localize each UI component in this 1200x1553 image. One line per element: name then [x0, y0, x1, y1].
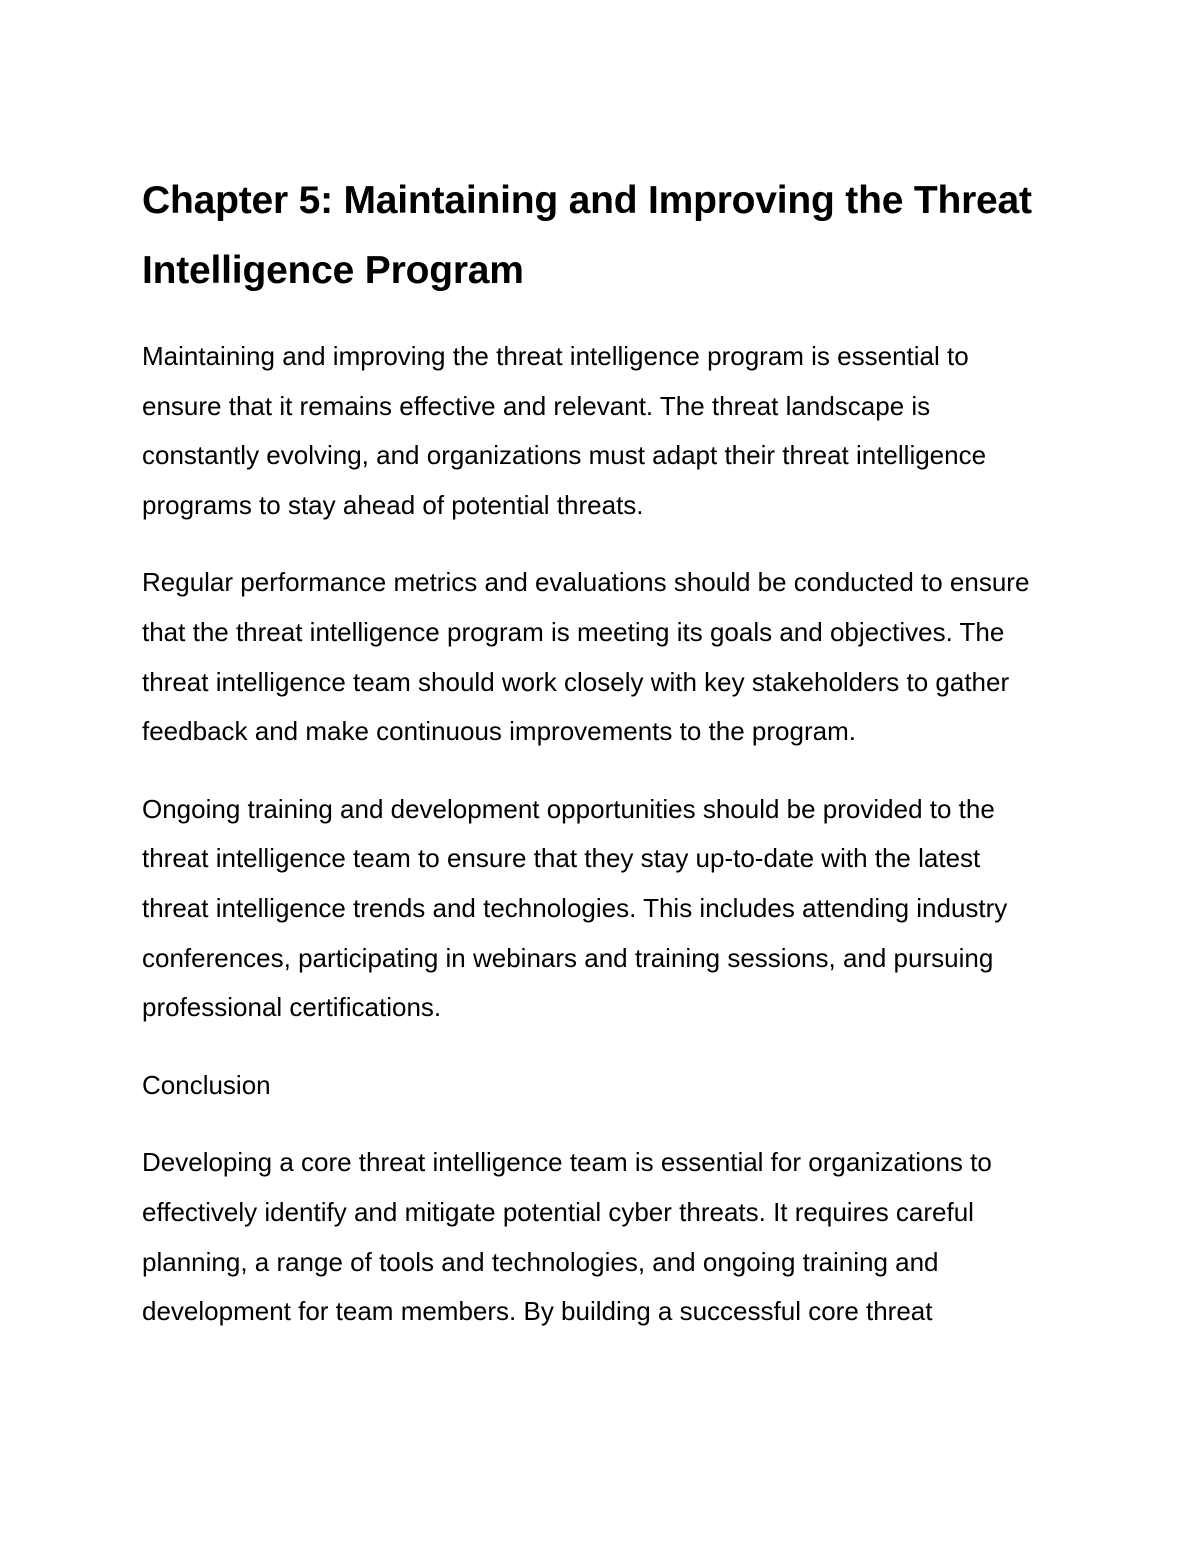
conclusion-heading: Conclusion [142, 1069, 271, 1100]
paragraph-performance-metrics: Regular performance metrics and evaluations should be conducted to ensure that the threat intelligence program is meeting its goals and objectives. The threat intelligence team should work closely with key stakeholders to gather feedback and make continuous improvements to the program. [142, 567, 1030, 747]
paragraph-maintaining: Maintaining and improving the threat intelligence program is essential to ensure that it remains effective and relevant. The threat landscape is constantly evolving, and organizations must adapt their threat intelligence programs to stay ahead of potential threats. [142, 341, 987, 520]
chapter-title: Chapter 5: Maintaining and Improving the Threat Intelligence Program [142, 179, 1032, 292]
paragraph-conclusion: Developing a core threat intelligence team is essential for organizations to effectively identify and mitigate potential cyber threats. It requires careful planning, a range of tools and technologies, and ongoing training and development for team members. By building a successful core threat [142, 1147, 992, 1327]
paragraph-training: Ongoing training and development opportunities should be provided to the threat intelligence team to ensure that they stay up-to-date with the latest threat intelligence trends and technologies. This includes attending industry conferences, participating in webinars and training sessions, and pursuing professional certifications. [142, 793, 1008, 1023]
